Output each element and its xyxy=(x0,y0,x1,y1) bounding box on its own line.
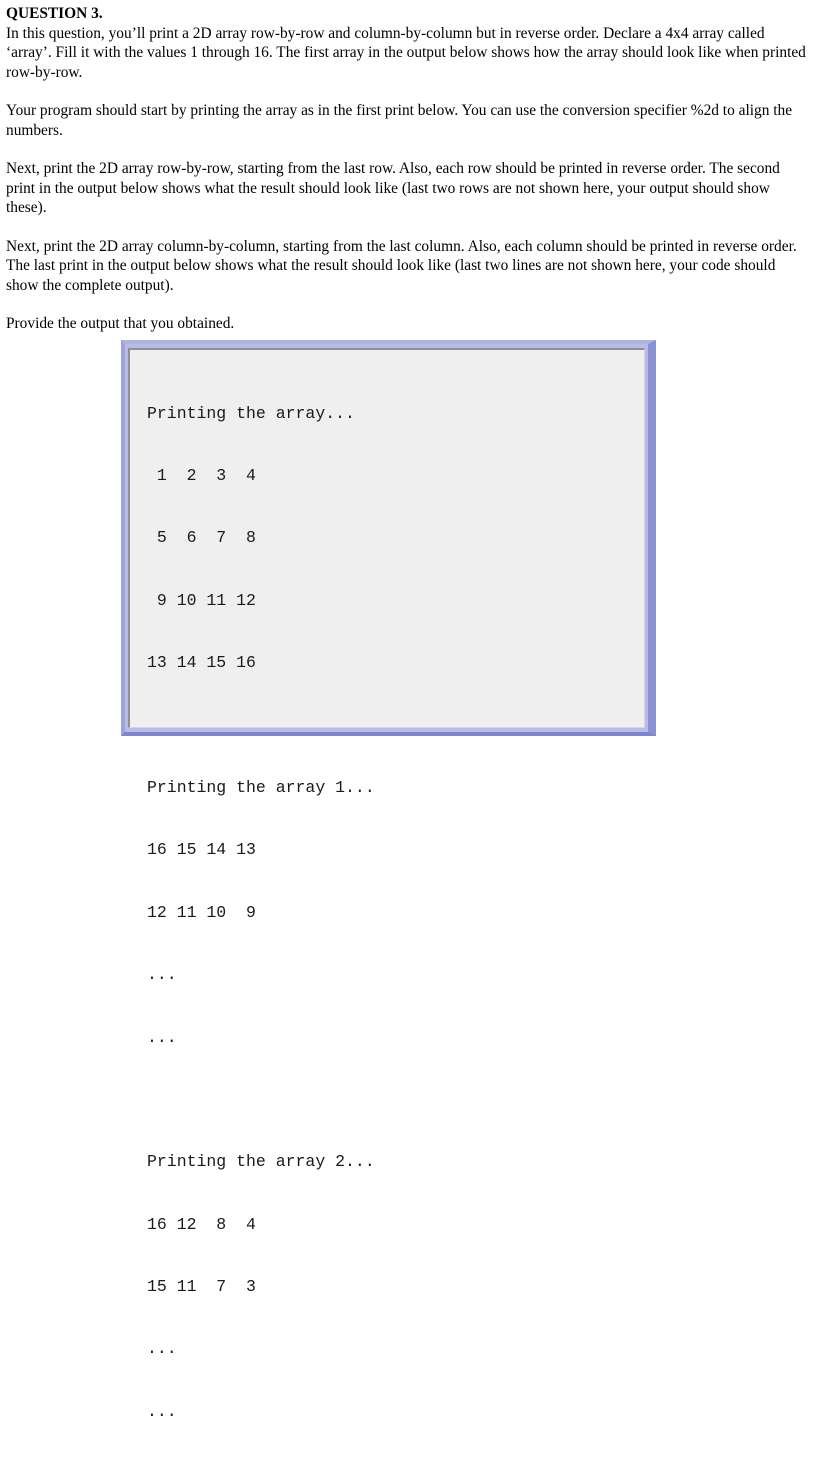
output-row: 13 14 15 16 xyxy=(147,653,256,673)
output-ellipsis: ... xyxy=(147,965,177,985)
output-heading-1: Printing the array... xyxy=(147,403,355,423)
output-ellipsis: ... xyxy=(147,1339,177,1359)
paragraph-provide-output: Provide the output that you obtained. xyxy=(6,315,235,332)
question-document xyxy=(6,4,806,353)
output-row: 1 2 3 4 xyxy=(147,465,256,485)
output-heading-2: Printing the array 1... xyxy=(147,777,375,797)
output-row: 15 11 7 3 xyxy=(147,1277,256,1297)
output-row: 5 6 7 8 xyxy=(147,528,256,548)
output-console xyxy=(128,348,645,1421)
output-ellipsis: ... xyxy=(147,1027,177,1047)
output-ellipsis: ... xyxy=(147,1401,177,1421)
paragraph-intro: In this question, you’ll print a 2D array row-by-row and column-by-column but in reverse order. Declare a 4x4 array called ‘array’. Fill it with the values 1 through 16. The first array in the output below shows how the array should look like when printed row-by-row. xyxy=(6,24,806,81)
output-row: 12 11 10 9 xyxy=(147,902,256,922)
paragraph-reverse-rows: Next, print the 2D array row-by-row, starting from the last row. Also, each row should be printed in reverse order. The second print in the output below shows what the result should look like (last two rows are not shown here, your output should show these). xyxy=(6,160,780,216)
question-title: QUESTION 3. xyxy=(6,5,103,22)
output-blank-line xyxy=(147,1090,375,1111)
paragraph-reverse-columns: Next, print the 2D array column-by-column, starting from the last column. Also, each column should be printed in reverse order. The last print in the output below shows what the result should look like (last two lines are not shown here, your code should show the complete output). xyxy=(6,237,797,294)
output-text xyxy=(147,362,375,1464)
paragraph-start: Your program should start by printing the array as in the first print below. You can use the conversion specifier %2d to align the numbers. xyxy=(6,102,793,139)
output-console-frame xyxy=(121,340,656,1421)
output-blank-line xyxy=(147,716,375,737)
output-row: 9 10 11 12 xyxy=(147,590,256,610)
output-heading-3: Printing the array 2... xyxy=(147,1152,375,1172)
output-row: 16 15 14 13 xyxy=(147,840,256,860)
output-row: 16 12 8 4 xyxy=(147,1214,256,1234)
